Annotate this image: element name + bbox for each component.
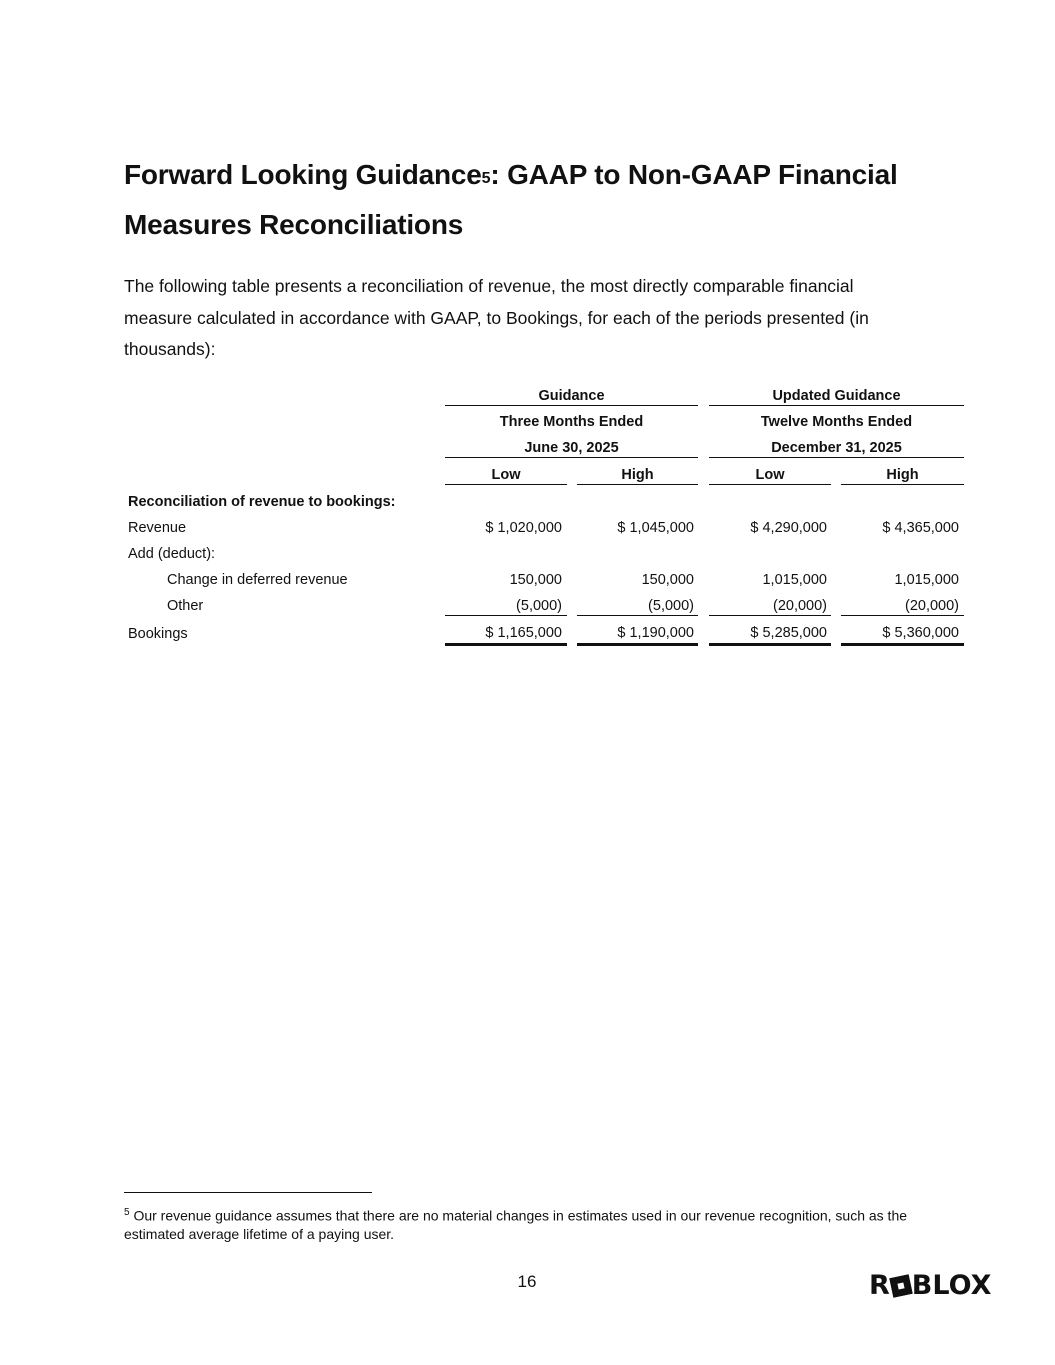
table-cell: $ 1,020,000 bbox=[485, 520, 562, 536]
footnote-text: Our revenue guidance assumes that there are no material changes in estimates used in our revenue recognition, such as the estimated average lifetime of a paying user. bbox=[124, 1207, 908, 1242]
table-cell: $ 1,190,000 bbox=[617, 625, 694, 641]
column-header-low: Low bbox=[755, 467, 785, 483]
period-line-2: December 31, 2025 bbox=[771, 440, 902, 456]
roblox-logo bbox=[869, 1270, 991, 1301]
table-cell: $ 1,165,000 bbox=[485, 625, 562, 641]
header-rule bbox=[709, 405, 964, 406]
table-cell: $ 5,360,000 bbox=[882, 625, 959, 641]
intro-paragraph: The following table presents a reconciliation of revenue, the most directly comparable financial measure calculated in accordance with GAAP, to Bookings, for each of the periods presented (in thousands): bbox=[124, 276, 869, 359]
page-number: 16 bbox=[517, 1272, 537, 1291]
total-rule bbox=[445, 643, 567, 646]
total-rule bbox=[841, 643, 964, 646]
table-cell: $ 4,365,000 bbox=[882, 520, 959, 536]
section-label: Reconciliation of revenue to bookings: bbox=[128, 494, 396, 510]
column-rule bbox=[577, 484, 698, 485]
roblox-o-icon bbox=[889, 1274, 913, 1298]
total-rule bbox=[709, 643, 831, 646]
footnote bbox=[124, 1204, 924, 1243]
table-cell: (5,000) bbox=[648, 598, 694, 614]
subtotal-rule bbox=[841, 615, 964, 616]
column-header-high: High bbox=[886, 467, 919, 483]
subtotal-rule bbox=[709, 615, 831, 616]
period-line-1: Three Months Ended bbox=[499, 414, 644, 430]
table-cell: (5,000) bbox=[516, 598, 562, 614]
title-text-rest: : GAAP to Non-GAAP Financial Measures Reconciliations bbox=[124, 159, 898, 240]
group-title-guidance: Guidance bbox=[538, 388, 605, 404]
table-cell: 150,000 bbox=[641, 572, 694, 588]
table-cell: $ 1,045,000 bbox=[617, 520, 694, 536]
footnote-divider bbox=[124, 1192, 372, 1193]
table-cell: $ 4,290,000 bbox=[750, 520, 827, 536]
logo-letters: BLOX bbox=[911, 1270, 992, 1301]
column-header-low: Low bbox=[491, 467, 521, 483]
period-line-2: June 30, 2025 bbox=[524, 440, 619, 456]
page-title bbox=[124, 150, 944, 250]
column-header-high: High bbox=[621, 467, 654, 483]
footnote-reference[interactable]: 5 bbox=[481, 170, 491, 187]
column-rule bbox=[841, 484, 964, 485]
logo-letter: R bbox=[869, 1270, 890, 1301]
subtotal-rule bbox=[577, 615, 698, 616]
header-rule bbox=[445, 405, 698, 406]
subtotal-rule bbox=[445, 615, 567, 616]
header-rule bbox=[709, 457, 964, 458]
row-label-deferred-revenue: Change in deferred revenue bbox=[167, 572, 348, 588]
footnote-marker: 5 bbox=[124, 1207, 130, 1218]
header-rule bbox=[445, 457, 698, 458]
row-label-revenue: Revenue bbox=[128, 520, 187, 536]
period-line-1: Twelve Months Ended bbox=[760, 414, 913, 430]
group-title-updated-guidance: Updated Guidance bbox=[772, 388, 901, 404]
table-cell: (20,000) bbox=[772, 598, 827, 614]
row-label-bookings: Bookings bbox=[128, 626, 188, 642]
title-text: Forward Looking Guidance bbox=[124, 159, 482, 190]
table-cell: $ 5,285,000 bbox=[750, 625, 827, 641]
row-label-other: Other bbox=[167, 598, 204, 614]
table-cell: 150,000 bbox=[509, 572, 562, 588]
total-rule bbox=[577, 643, 698, 646]
column-rule bbox=[445, 484, 567, 485]
row-label-add-deduct: Add (deduct): bbox=[128, 546, 216, 562]
table-cell: 1,015,000 bbox=[894, 572, 959, 588]
table-cell: (20,000) bbox=[904, 598, 959, 614]
column-rule bbox=[709, 484, 831, 485]
table-cell: 1,015,000 bbox=[762, 572, 827, 588]
